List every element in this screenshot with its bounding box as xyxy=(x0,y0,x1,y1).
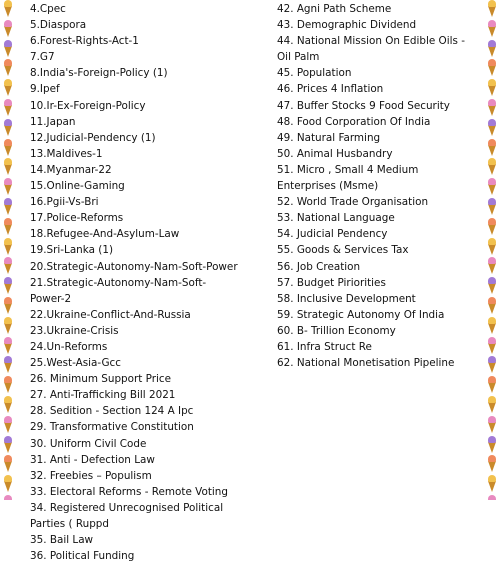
ice-cream-cone-icon xyxy=(486,40,498,60)
topic-list-item: 57. Budget Piriorities xyxy=(277,276,386,289)
topic-list-item: 59. Strategic Autonomy Of India xyxy=(277,308,445,321)
ice-cream-cone-icon xyxy=(2,317,14,337)
ice-cream-cone-icon xyxy=(486,0,498,20)
topic-list-item: 46. Prices 4 Inflation xyxy=(277,83,384,96)
ice-cream-cone-icon xyxy=(486,317,498,337)
topic-list-item: 12.Judicial-Pendency (1) xyxy=(30,131,156,144)
topic-list-item: 30. Uniform Civil Code xyxy=(30,437,147,450)
ice-cream-cone-icon xyxy=(2,257,14,277)
topic-list-item: 22.Ukraine-Conflict-And-Russia xyxy=(30,308,191,321)
topic-list-item: 43. Demographic Dividend xyxy=(277,19,417,32)
ice-cream-cone-icon xyxy=(486,376,498,396)
ice-cream-cone-icon xyxy=(486,198,498,218)
ice-cream-cone-icon xyxy=(2,396,14,416)
topic-list-item: 47. Buffer Stocks 9 Food Security xyxy=(277,99,450,112)
ice-cream-cone-icon xyxy=(2,376,14,396)
topic-list-item: 62. National Monetisation Pipeline xyxy=(277,357,455,370)
ice-cream-cone-icon xyxy=(486,396,498,416)
ice-cream-cone-icon xyxy=(2,59,14,79)
topic-list-item: 54. Judicial Pendency xyxy=(277,228,388,241)
topic-list-item: 26. Minimum Support Price xyxy=(30,373,172,386)
right-decorative-border xyxy=(486,0,498,500)
topic-list-item: 4.Cpec xyxy=(30,3,66,15)
ice-cream-cone-icon xyxy=(486,455,498,475)
ice-cream-cone-icon xyxy=(486,297,498,317)
topic-list-item: 18.Refugee-And-Asylum-Law xyxy=(30,228,180,241)
topic-list-item: 20.Strategic-Autonomy-Nam-Soft-Power xyxy=(30,260,238,273)
topic-list-item: 13.Maldives-1 xyxy=(30,147,103,160)
ice-cream-cone-icon xyxy=(486,257,498,277)
ice-cream-cone-icon xyxy=(486,20,498,40)
topic-list-item: 53. National Language xyxy=(277,212,395,225)
topic-list-item: 58. Inclusive Development xyxy=(277,292,416,305)
topic-list-item: 42. Agni Path Scheme xyxy=(277,3,392,15)
ice-cream-cone-icon xyxy=(2,277,14,297)
topic-list-item: 60. B- Trillion Economy xyxy=(277,324,396,337)
topic-list-item: 8.India's-Foreign-Policy (1) xyxy=(30,67,168,80)
ice-cream-cone-icon xyxy=(486,436,498,456)
ice-cream-cone-icon xyxy=(2,337,14,357)
topic-list-item: 49. Natural Farming xyxy=(277,131,381,144)
ice-cream-cone-icon xyxy=(2,297,14,317)
ice-cream-cone-icon xyxy=(486,79,498,99)
topic-list-item: 25.West-Asia-Gcc xyxy=(30,357,121,370)
topic-list-item: 51. Micro , Small 4 Medium Enterprises (Msme) xyxy=(277,163,419,193)
ice-cream-cone-icon xyxy=(2,0,14,20)
ice-cream-cone-icon xyxy=(486,99,498,119)
topic-list-item: 61. Infra Struct Re xyxy=(277,340,372,353)
topic-list-left-column xyxy=(30,1,255,564)
ice-cream-cone-icon xyxy=(2,356,14,376)
topic-list-item: 31. Anti - Defection Law xyxy=(30,453,155,466)
topic-list-item: 28. Sedition - Section 124 A Ipc xyxy=(30,405,194,418)
topic-list-item: 55. Goods & Services Tax xyxy=(277,244,409,257)
topic-list-item: 34. Registered Unrecognised Political xyxy=(30,501,224,514)
topic-list-item: 29. Transformative Constitution xyxy=(30,421,194,434)
topic-list-item: 5.Diaspora xyxy=(30,19,87,32)
topic-list-item: 44. National Mission On Edible Oils - Oil Palm xyxy=(277,35,465,64)
topic-list-item: 15.Online-Gaming xyxy=(30,180,125,193)
topic-list-item: Parties ( Ruppd xyxy=(30,518,109,530)
ice-cream-cone-icon xyxy=(2,158,14,178)
ice-cream-cone-icon xyxy=(486,495,498,500)
topic-list-item: 50. Animal Husbandry xyxy=(277,147,393,160)
ice-cream-cone-icon xyxy=(2,475,14,495)
topic-list-item: 23.Ukraine-Crisis xyxy=(30,324,119,337)
topic-list-item: 56. Job Creation xyxy=(277,260,361,273)
topic-list-item: 52. World Trade Organisation xyxy=(277,196,429,209)
left-decorative-border xyxy=(2,0,14,500)
ice-cream-cone-icon xyxy=(486,416,498,436)
topic-list-item: 11.Japan xyxy=(30,115,76,128)
ice-cream-cone-icon xyxy=(486,59,498,79)
ice-cream-cone-icon xyxy=(2,455,14,475)
topic-list-item: 14.Myanmar-22 xyxy=(30,163,112,176)
topic-list-item: 48. Food Corporation Of India xyxy=(277,115,431,128)
ice-cream-cone-icon xyxy=(2,139,14,159)
ice-cream-cone-icon xyxy=(2,178,14,198)
topic-list-item: 10.Ir-Ex-Foreign-Policy xyxy=(30,99,146,112)
topic-list-item: 21.Strategic-Autonomy-Nam-Soft- xyxy=(30,276,207,289)
topic-list-item: 27. Anti-Trafficking Bill 2021 xyxy=(30,389,176,402)
topic-list-item: 16.Pgii-Vs-Bri xyxy=(30,196,99,209)
ice-cream-cone-icon xyxy=(2,198,14,218)
ice-cream-cone-icon xyxy=(2,40,14,60)
ice-cream-cone-icon xyxy=(486,277,498,297)
topic-list-item: 6.Forest-Rights-Act-1 xyxy=(30,35,139,48)
ice-cream-cone-icon xyxy=(2,20,14,40)
ice-cream-cone-icon xyxy=(2,495,14,500)
topic-list-item: 19.Sri-Lanka (1) xyxy=(30,244,113,257)
ice-cream-cone-icon xyxy=(486,238,498,258)
topic-list-item: 33. Electoral Reforms - Remote Voting xyxy=(30,485,228,498)
ice-cream-cone-icon xyxy=(486,178,498,198)
topic-list-item: 9.Ipef xyxy=(30,83,60,96)
topic-list-item: 24.Un-Reforms xyxy=(30,340,108,353)
topic-list-item: 17.Police-Reforms xyxy=(30,212,124,225)
ice-cream-cone-icon xyxy=(2,119,14,139)
ice-cream-cone-icon xyxy=(486,119,498,139)
ice-cream-cone-icon xyxy=(486,337,498,357)
topic-list-item: 32. Freebies – Populism xyxy=(30,469,152,482)
ice-cream-cone-icon xyxy=(2,436,14,456)
ice-cream-cone-icon xyxy=(2,79,14,99)
ice-cream-cone-icon xyxy=(2,416,14,436)
ice-cream-cone-icon xyxy=(2,238,14,258)
ice-cream-cone-icon xyxy=(486,139,498,159)
ice-cream-cone-icon xyxy=(2,99,14,119)
ice-cream-cone-icon xyxy=(486,218,498,238)
topic-list-item: 35. Bail Law xyxy=(30,534,94,547)
topic-list-item: 36. Political Funding xyxy=(30,550,135,563)
ice-cream-cone-icon xyxy=(486,475,498,495)
topic-list-item: Power-2 xyxy=(30,292,72,305)
topic-list-right-column xyxy=(277,1,473,371)
ice-cream-cone-icon xyxy=(486,356,498,376)
ice-cream-cone-icon xyxy=(2,218,14,238)
topic-list-item: 7.G7 xyxy=(30,51,55,64)
topic-list-item: 45. Population xyxy=(277,67,352,80)
ice-cream-cone-icon xyxy=(486,158,498,178)
